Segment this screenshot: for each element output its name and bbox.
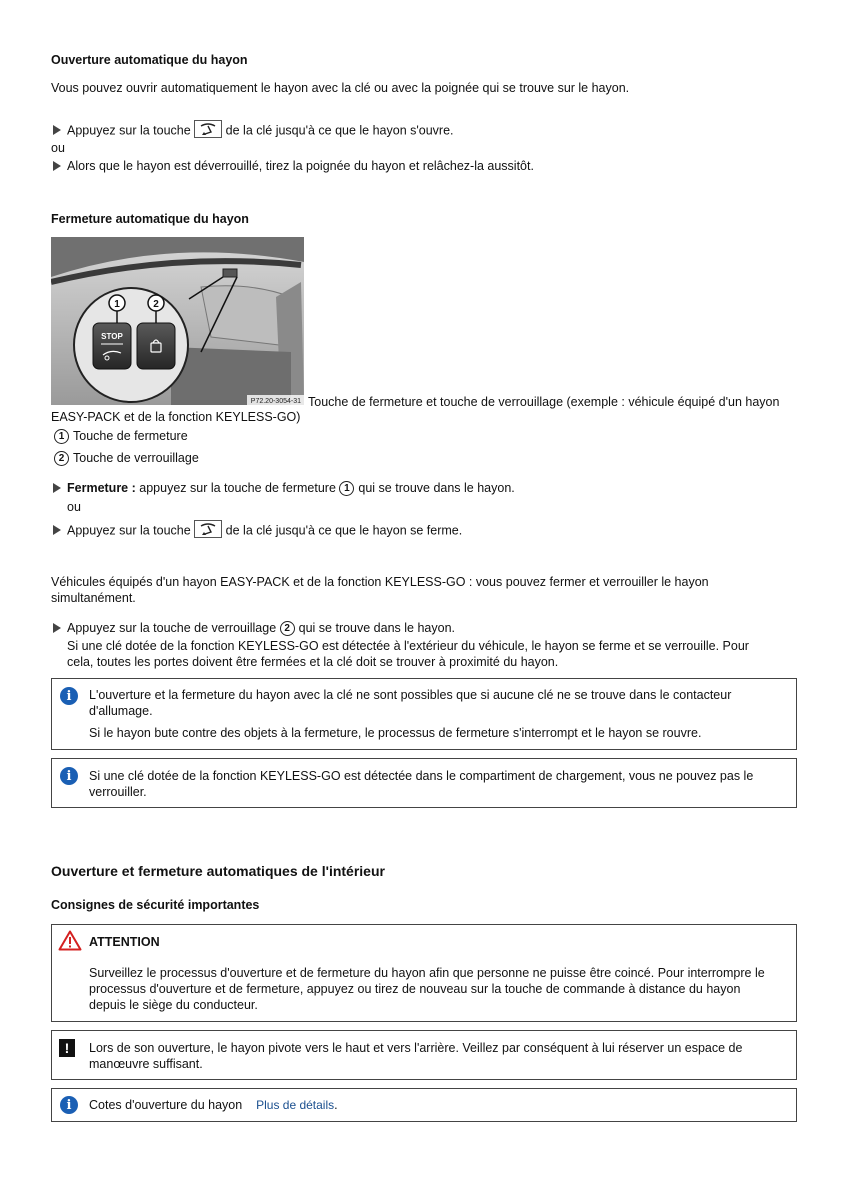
attention-line: Surveillez le processus d'ouverture et de fermeture du hayon afin que personne ne puisse être coincé. Pour interrompre le bbox=[89, 966, 765, 980]
figure-reference: P72.20-3054-31 bbox=[250, 398, 301, 405]
caution-line: manœuvre suffisant. bbox=[89, 1057, 203, 1071]
info-icon: i bbox=[60, 687, 78, 705]
note-line: Si une clé dotée de la fonction KEYLESS-GO est détectée dans le compartiment de chargement, vous ne pouvez pas le bbox=[89, 769, 754, 783]
legend-item-2: 2 Touche de verrouillage bbox=[54, 450, 199, 466]
stop-button-label: STOP bbox=[101, 332, 123, 341]
bullet-arrow-icon bbox=[53, 623, 61, 633]
tailgate-key-button-icon bbox=[194, 520, 222, 542]
easy-pack-line1: Véhicules équipés d'un hayon EASY-PACK et de la fonction KEYLESS-GO : vous pouvez fermer et verrouiller le hayon bbox=[51, 575, 709, 589]
exclamation-icon: ! bbox=[59, 1039, 75, 1057]
attention-line: processus d'ouverture et de fermeture, appuyez ou tirez de nouveau sur la touche de commande à distance du hayon bbox=[89, 982, 741, 996]
info-note-opening-dimensions bbox=[51, 1088, 797, 1122]
more-details-link[interactable]: Plus de détails bbox=[256, 1098, 335, 1112]
note-line: verrouiller. bbox=[89, 785, 147, 799]
step-pull-handle: Alors que le hayon est déverrouillé, tirez la poignée du hayon et relâchez-la aussitôt. bbox=[53, 158, 534, 174]
step-press-lock-button: Appuyez sur la touche de verrouillage 2 qui se trouve dans le hayon. bbox=[53, 620, 455, 636]
legend-item-1: 1 Touche de fermeture bbox=[54, 428, 188, 444]
section-title-automatic-opening: Ouverture automatique du hayon bbox=[51, 53, 248, 67]
bullet-arrow-icon bbox=[53, 125, 61, 135]
step-lock-detail-line2: Si une clé dotée de la fonction KEYLESS-GO est détectée à l'extérieur du véhicule, le hayon se ferme et se verrouille. Pour bbox=[67, 639, 749, 653]
info-note-key-ignition bbox=[51, 678, 797, 750]
tailgate-key-button-icon bbox=[194, 120, 222, 142]
caution-box bbox=[51, 1030, 797, 1080]
step-press-key-open: Appuyez sur la touche de la clé jusqu'à ce que le hayon s'ouvre. bbox=[53, 120, 454, 142]
note-line: Cotes d'ouverture du hayon Plus de détails. bbox=[89, 1098, 338, 1112]
bullet-arrow-icon bbox=[53, 161, 61, 171]
tailgate-buttons-figure bbox=[51, 237, 304, 405]
info-icon: i bbox=[60, 767, 78, 785]
attention-box bbox=[51, 924, 797, 1022]
bullet-arrow-icon bbox=[53, 525, 61, 535]
or-text: ou bbox=[67, 500, 81, 514]
info-icon: i bbox=[60, 1096, 78, 1114]
figure-callout-1: 1 bbox=[114, 299, 120, 310]
warning-triangle-icon bbox=[58, 930, 82, 954]
or-text: ou bbox=[51, 141, 65, 155]
callout-1-icon: 1 bbox=[339, 481, 354, 496]
easy-pack-line2: simultanément. bbox=[51, 591, 136, 605]
intro-text: Vous pouvez ouvrir automatiquement le hayon avec la clé ou avec la poignée qui se trouve sur le hayon. bbox=[51, 81, 630, 95]
safety-subtitle: Consignes de sécurité importantes bbox=[51, 898, 260, 912]
attention-line: depuis le siège du conducteur. bbox=[89, 998, 258, 1012]
note-line: Si le hayon bute contre des objets à la fermeture, le processus de fermeture s'interrompt et le hayon se rouvre. bbox=[89, 726, 702, 740]
step-press-key-close: Appuyez sur la touche de la clé jusqu'à ce que le hayon se ferme. bbox=[53, 520, 462, 542]
info-note-keyless-cargo bbox=[51, 758, 797, 808]
figure-caption-line1: Touche de fermeture et touche de verrouillage (exemple : véhicule équipé d'un hayon bbox=[308, 395, 780, 409]
step-lock-detail-line3: cela, toutes les portes doivent être fermées et la clé doit se trouver à proximité du hayon. bbox=[67, 655, 559, 669]
section-title-automatic-closing: Fermeture automatique du hayon bbox=[51, 212, 249, 226]
note-line: d'allumage. bbox=[89, 704, 153, 718]
bullet-arrow-icon bbox=[53, 483, 61, 493]
step-press-close-button: Fermeture : appuyez sur la touche de fermeture 1 qui se trouve dans le hayon. bbox=[53, 480, 515, 496]
note-line: L'ouverture et la fermeture du hayon avec la clé ne sont possibles que si aucune clé ne se trouve dans le contacteur bbox=[89, 688, 732, 702]
attention-label: ATTENTION bbox=[89, 935, 160, 949]
callout-2-icon: 2 bbox=[54, 451, 69, 466]
callout-1-icon: 1 bbox=[54, 429, 69, 444]
callout-2-icon: 2 bbox=[280, 621, 295, 636]
figure-callout-2: 2 bbox=[153, 299, 159, 310]
figure-caption-line2: EASY-PACK et de la fonction KEYLESS-GO) bbox=[51, 410, 301, 424]
section-title-interior: Ouverture et fermeture automatiques de l'intérieur bbox=[51, 863, 385, 879]
caution-line: Lors de son ouverture, le hayon pivote vers le haut et vers l'arrière. Veillez par conséquent à lui réserver un espace de bbox=[89, 1041, 743, 1055]
